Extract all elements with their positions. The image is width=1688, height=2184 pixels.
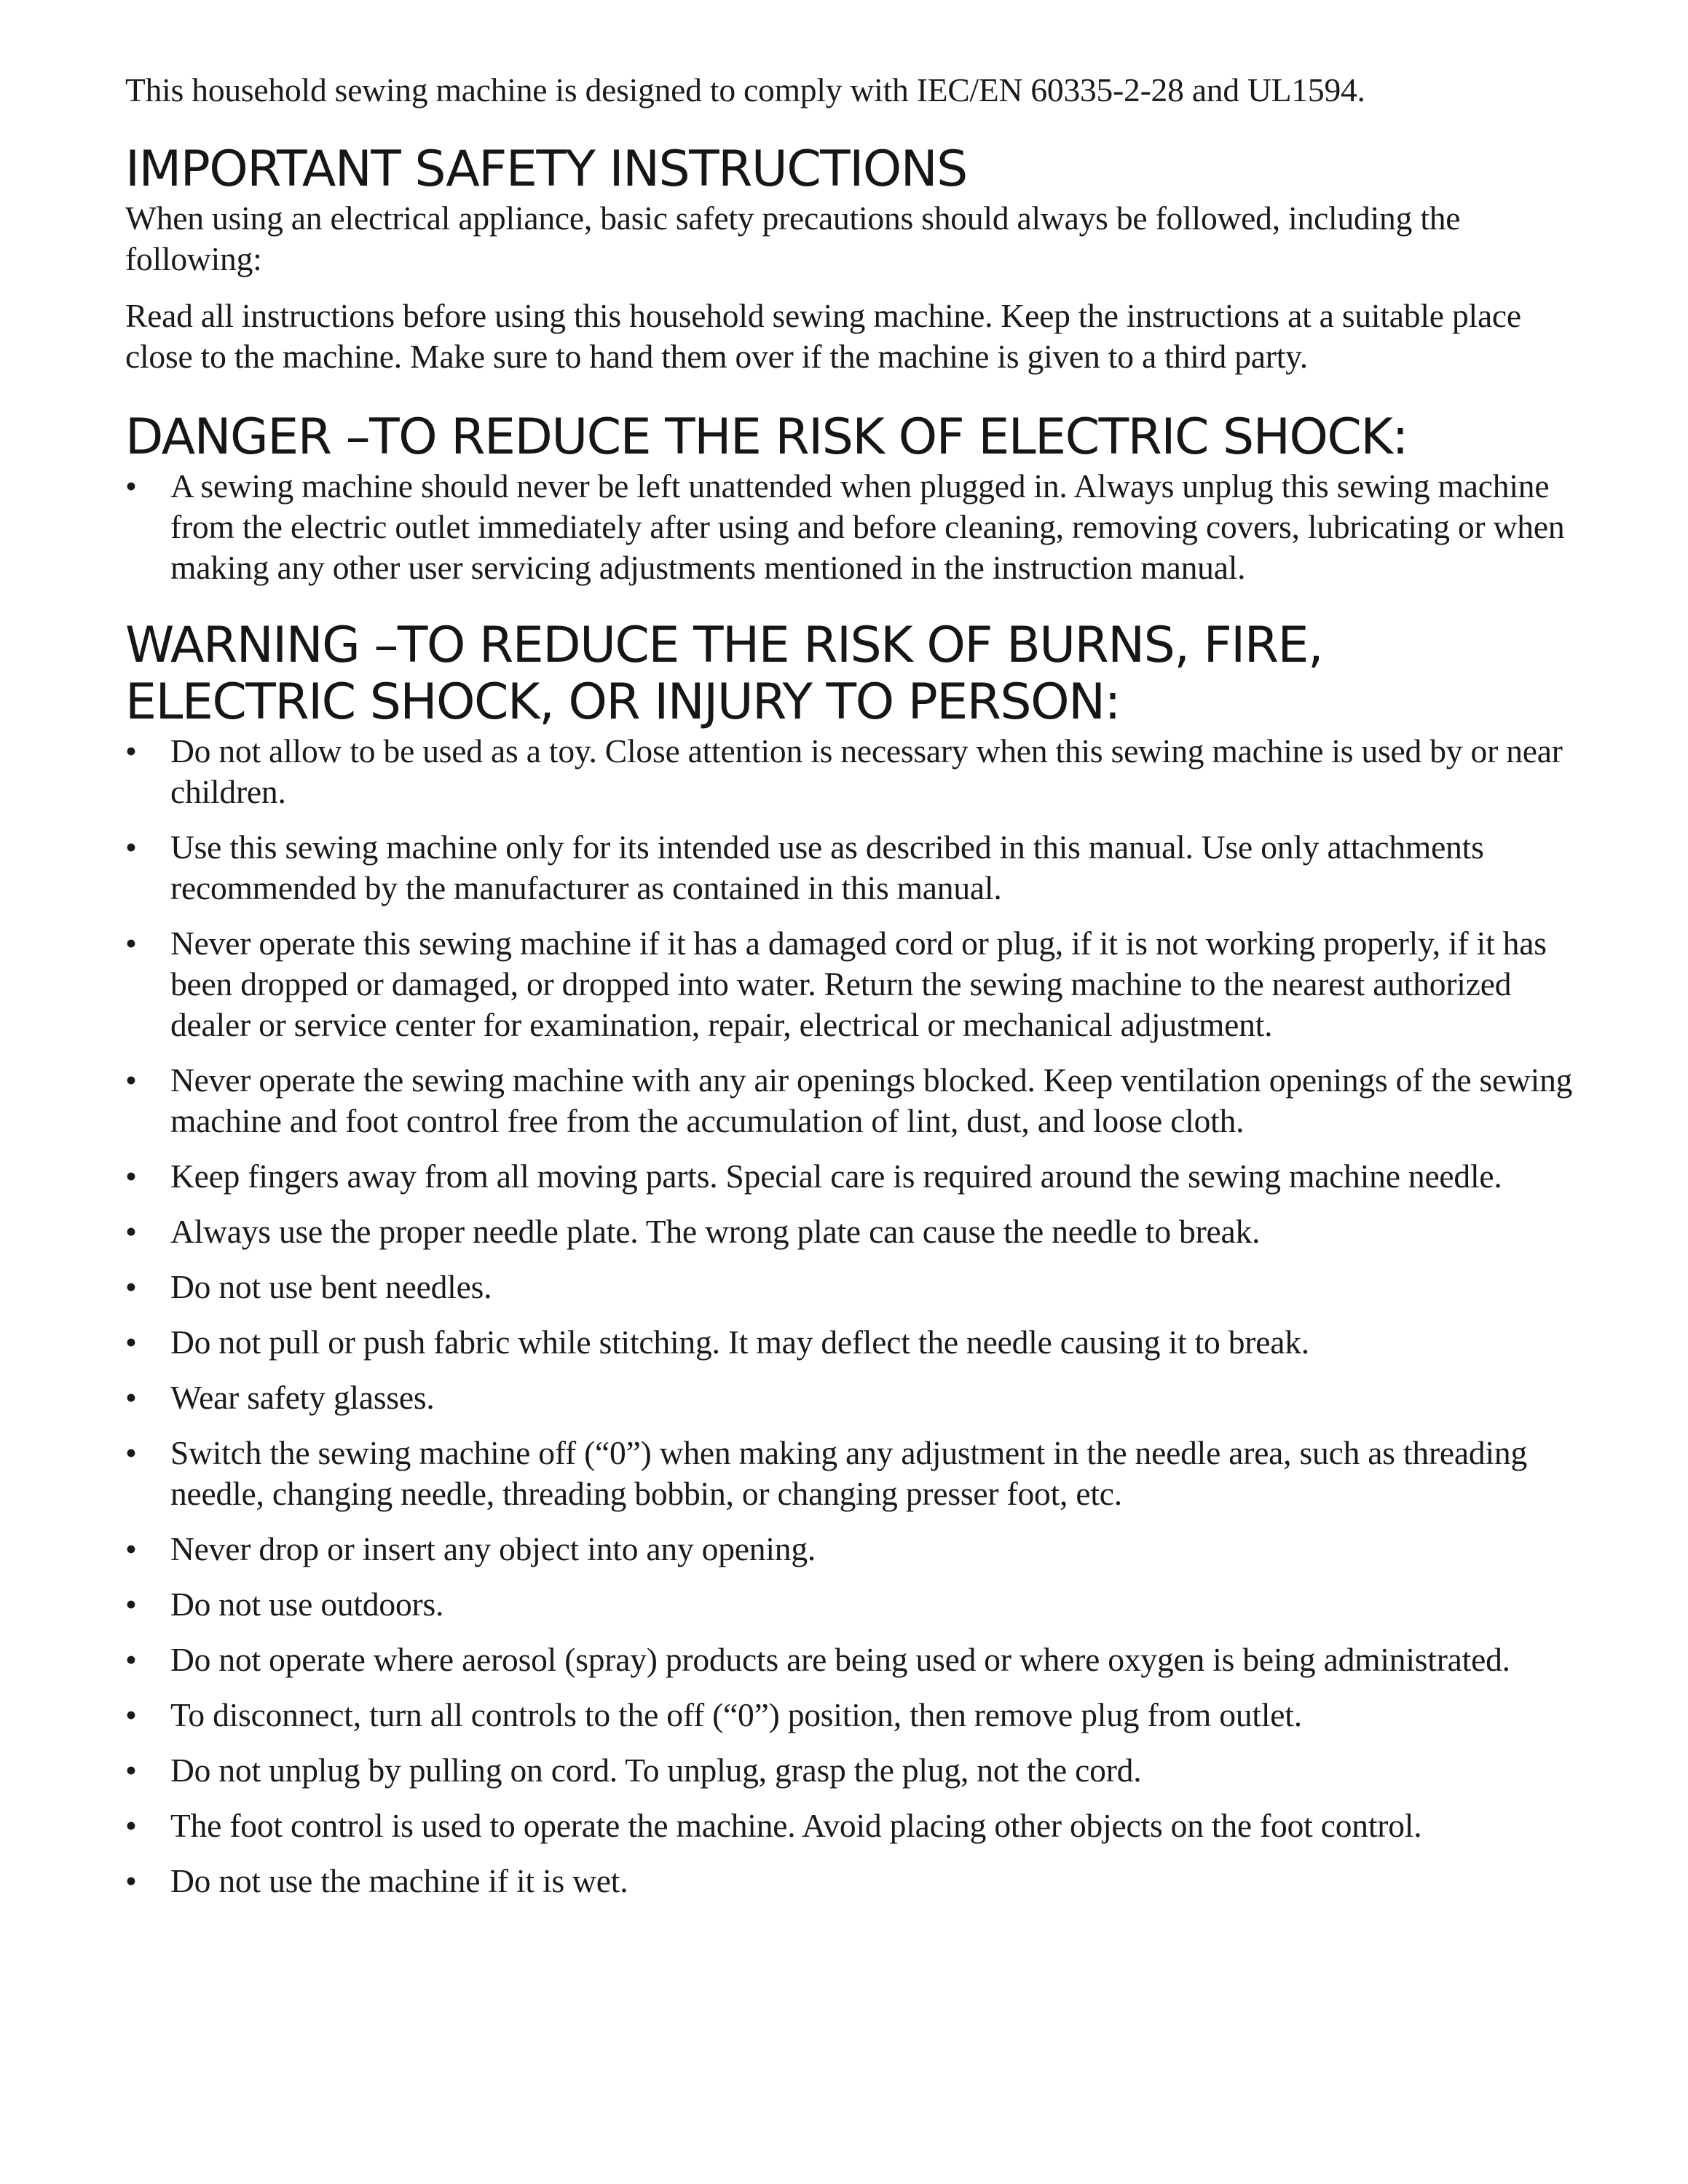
list-item-text: Do not pull or push fabric while stitching. It may deflect the needle causing it to break. bbox=[170, 1324, 1309, 1361]
warning-heading bbox=[125, 617, 1582, 731]
list-item bbox=[125, 1695, 1582, 1736]
list-item bbox=[125, 1861, 1582, 1902]
list-item-text: A sewing machine should never be left unattended when plugged in. Always unplug this sewing machine from the electric outlet immediately after using and before cleaning, removing covers, lubricating or when making any other user servicing adjustments mentioned in the instruction manual. bbox=[170, 467, 1565, 586]
bullet: • bbox=[125, 925, 137, 962]
list-item bbox=[125, 1750, 1582, 1791]
list-item-text: Do not use the machine if it is wet. bbox=[170, 1862, 628, 1899]
bullet: • bbox=[125, 1324, 137, 1361]
list-item-text: Never operate the sewing machine with any air openings blocked. Keep ventilation openings of the sewing machine and foot control free from the accumulation of lint, dust, and loose cloth. bbox=[170, 1061, 1573, 1139]
manual-page bbox=[125, 70, 1582, 1902]
warning-list bbox=[125, 731, 1582, 1902]
warning-heading-line-2: ELECTRIC SHOCK, OR INJURY TO PERSON: bbox=[125, 673, 1120, 731]
list-item bbox=[125, 1584, 1582, 1625]
important-safety-heading: IMPORTANT SAFETY INSTRUCTIONS bbox=[125, 141, 967, 198]
list-item bbox=[125, 1529, 1582, 1570]
bullet: • bbox=[125, 732, 137, 769]
list-item bbox=[125, 1433, 1582, 1514]
list-item bbox=[125, 1267, 1582, 1307]
list-item bbox=[125, 731, 1582, 812]
list-item-text: Do not unplug by pulling on cord. To unplug, grasp the plug, not the cord. bbox=[170, 1752, 1142, 1789]
bullet: • bbox=[125, 1862, 137, 1899]
list-item-text: Wear safety glasses. bbox=[170, 1379, 435, 1416]
bullet: • bbox=[125, 1379, 137, 1416]
list-item-text: Always use the proper needle plate. The wrong plate can cause the needle to break. bbox=[170, 1213, 1261, 1250]
warning-heading-line-1: WARNING –TO REDUCE THE RISK OF BURNS, FIRE, bbox=[125, 617, 1323, 674]
bullet: • bbox=[125, 1434, 137, 1471]
list-item bbox=[125, 827, 1582, 909]
read-instructions-paragraph: Read all instructions before using this household sewing machine. Keep the instructions at a suitable place close to the machine. Make sure to hand them over if the machine is given to a third party. bbox=[125, 297, 1521, 375]
bullet: • bbox=[125, 1641, 137, 1678]
list-item bbox=[125, 1639, 1582, 1680]
bullet: • bbox=[125, 1061, 137, 1099]
list-item bbox=[125, 466, 1582, 588]
list-item bbox=[125, 1377, 1582, 1418]
list-item-text: The foot control is used to operate the machine. Avoid placing other objects on the foot control. bbox=[170, 1807, 1422, 1844]
danger-heading: DANGER –TO REDUCE THE RISK OF ELECTRIC SHOCK: bbox=[125, 408, 1408, 466]
list-item bbox=[125, 923, 1582, 1045]
bullet: • bbox=[125, 1213, 137, 1250]
list-item bbox=[125, 1805, 1582, 1846]
bullet: • bbox=[125, 1530, 137, 1567]
bullet: • bbox=[125, 1268, 137, 1305]
bullet: • bbox=[125, 1807, 137, 1844]
list-item-text: Do not allow to be used as a toy. Close attention is necessary when this sewing machine is used by or near children. bbox=[170, 732, 1563, 810]
list-item bbox=[125, 1156, 1582, 1197]
list-item-text: Keep fingers away from all moving parts. Special care is required around the sewing machine needle. bbox=[170, 1158, 1502, 1195]
precautions-paragraph: When using an electrical appliance, basic safety precautions should always be followed, including the following: bbox=[125, 199, 1461, 277]
list-item-text: Do not use bent needles. bbox=[170, 1268, 492, 1305]
list-item-text: Use this sewing machine only for its intended use as described in this manual. Use only attachments recommended by the manufacturer as contained in this manual. bbox=[170, 828, 1484, 906]
bullet: • bbox=[125, 467, 137, 505]
list-item-text: Do not operate where aerosol (spray) products are being used or where oxygen is being administrated. bbox=[170, 1641, 1510, 1678]
list-item-text: Never drop or insert any object into any opening. bbox=[170, 1530, 816, 1567]
compliance-note: This household sewing machine is designed to comply with IEC/EN 60335-2-28 and UL1594. bbox=[125, 71, 1365, 108]
bullet: • bbox=[125, 1696, 137, 1733]
list-item bbox=[125, 1322, 1582, 1363]
bullet: • bbox=[125, 1586, 137, 1623]
list-item bbox=[125, 1211, 1582, 1252]
danger-list bbox=[125, 466, 1582, 588]
list-item-text: To disconnect, turn all controls to the off (“0”) position, then remove plug from outlet. bbox=[170, 1696, 1302, 1733]
list-item-text: Switch the sewing machine off (“0”) when making any adjustment in the needle area, such as threading needle, changing needle, threading bobbin, or changing presser foot, etc. bbox=[170, 1434, 1528, 1512]
list-item bbox=[125, 1060, 1582, 1142]
bullet: • bbox=[125, 1752, 137, 1789]
list-item-text: Do not use outdoors. bbox=[170, 1586, 444, 1623]
bullet: • bbox=[125, 828, 137, 866]
bullet: • bbox=[125, 1158, 137, 1195]
list-item-text: Never operate this sewing machine if it has a damaged cord or plug, if it is not working properly, if it has been dropped or damaged, or dropped into water. Return the sewing machine to the nearest authorized dealer or service center for examination, repair, electrical or mechanical adjustment. bbox=[170, 925, 1547, 1043]
